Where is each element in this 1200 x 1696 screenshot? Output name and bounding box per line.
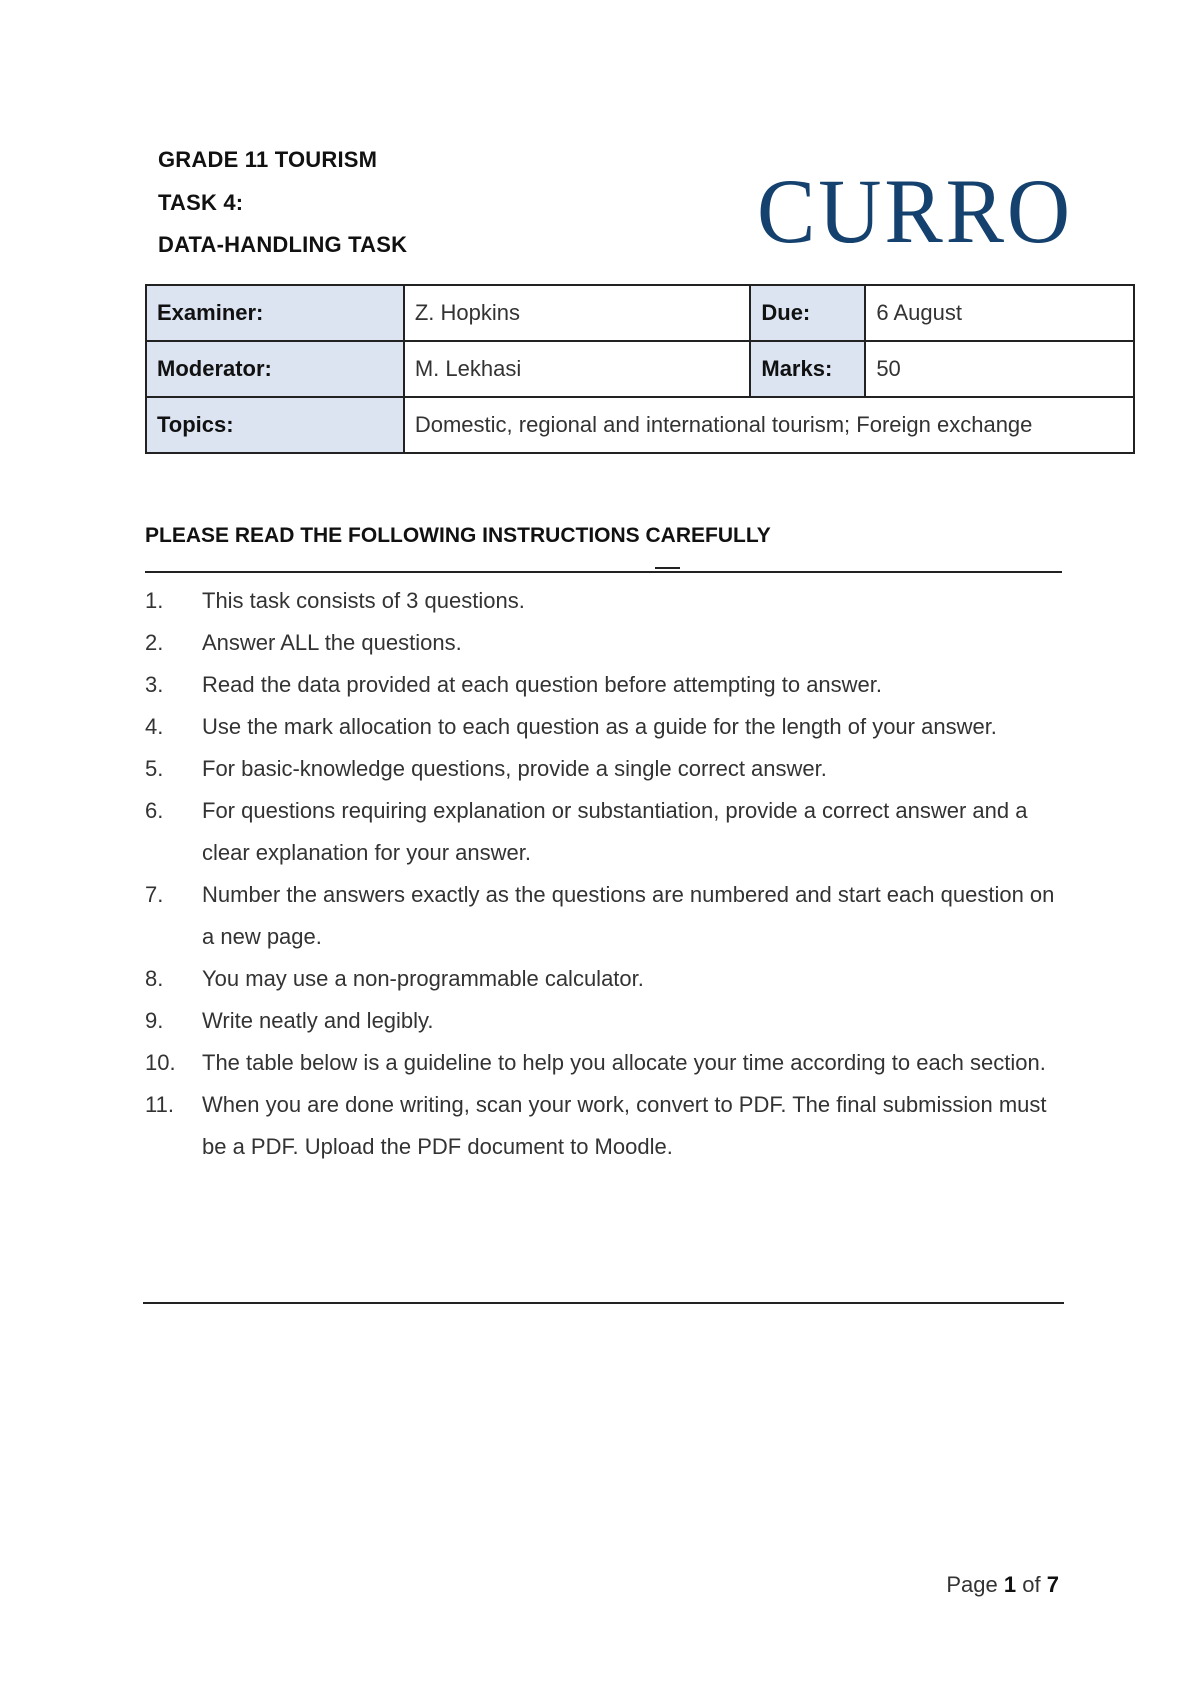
list-item: 1. This task consists of 3 questions. <box>145 588 525 613</box>
list-item: 10. The table below is a guideline to help you allocate your time according to each section. <box>145 1050 1046 1075</box>
examiner-label: Examiner: <box>146 285 404 341</box>
instructions-list <box>145 580 1065 1168</box>
marks-label: Marks: <box>750 341 865 397</box>
due-value: 6 August <box>865 285 1134 341</box>
topics-label: Topics: <box>146 397 404 453</box>
instructions-heading: PLEASE READ THE FOLLOWING INSTRUCTIONS CAREFULLY <box>145 524 771 547</box>
list-item: 4. Use the mark allocation to each question as a guide for the length of your answer. <box>145 714 997 739</box>
moderator-label: Moderator: <box>146 341 404 397</box>
page-number <box>946 1572 1059 1598</box>
list-item: 5. For basic-knowledge questions, provide a single correct answer. <box>145 756 827 781</box>
curro-logo <box>757 158 1073 248</box>
list-item: 11. When you are done writing, scan your work, convert to PDF. The final submission must be a PDF. Upload the PDF document to Moodle. <box>145 1092 1047 1159</box>
list-item: 3. Read the data provided at each question before attempting to answer. <box>145 672 883 697</box>
grade-title: GRADE 11 TOURISM <box>158 147 378 172</box>
total-pages: 7 <box>1046 1572 1059 1597</box>
page-word: Page <box>946 1572 998 1597</box>
table-row <box>146 285 1134 341</box>
list-item: 2. Answer ALL the questions. <box>145 630 462 655</box>
task-title: DATA-HANDLING TASK <box>158 232 408 257</box>
marks-value: 50 <box>865 341 1134 397</box>
of-word: of <box>1022 1572 1041 1597</box>
table-row <box>146 397 1134 453</box>
list-item: 7. Number the answers exactly as the questions are numbered and start each question on a new page. <box>145 882 1055 949</box>
list-item: 6. For questions requiring explanation or substantiation, provide a correct answer and a clear explanation for your answer. <box>145 798 1028 865</box>
current-page: 1 <box>1003 1572 1017 1597</box>
list-item: 8. You may use a non-programmable calculator. <box>145 966 644 991</box>
task-info-table <box>145 284 1135 454</box>
list-item: 9. Write neatly and legibly. <box>145 1008 434 1033</box>
topics-value: Domestic, regional and international tourism; Foreign exchange <box>404 397 1134 453</box>
table-row <box>146 341 1134 397</box>
moderator-value: M. Lekhasi <box>404 341 751 397</box>
due-label: Due: <box>750 285 865 341</box>
examiner-value: Z. Hopkins <box>404 285 751 341</box>
divider-bottom <box>143 1302 1064 1304</box>
curro-logo-text: CURRO <box>757 160 1073 248</box>
task-number: TASK 4: <box>158 190 244 215</box>
divider-top <box>145 571 1062 573</box>
divider-tick <box>655 567 680 569</box>
